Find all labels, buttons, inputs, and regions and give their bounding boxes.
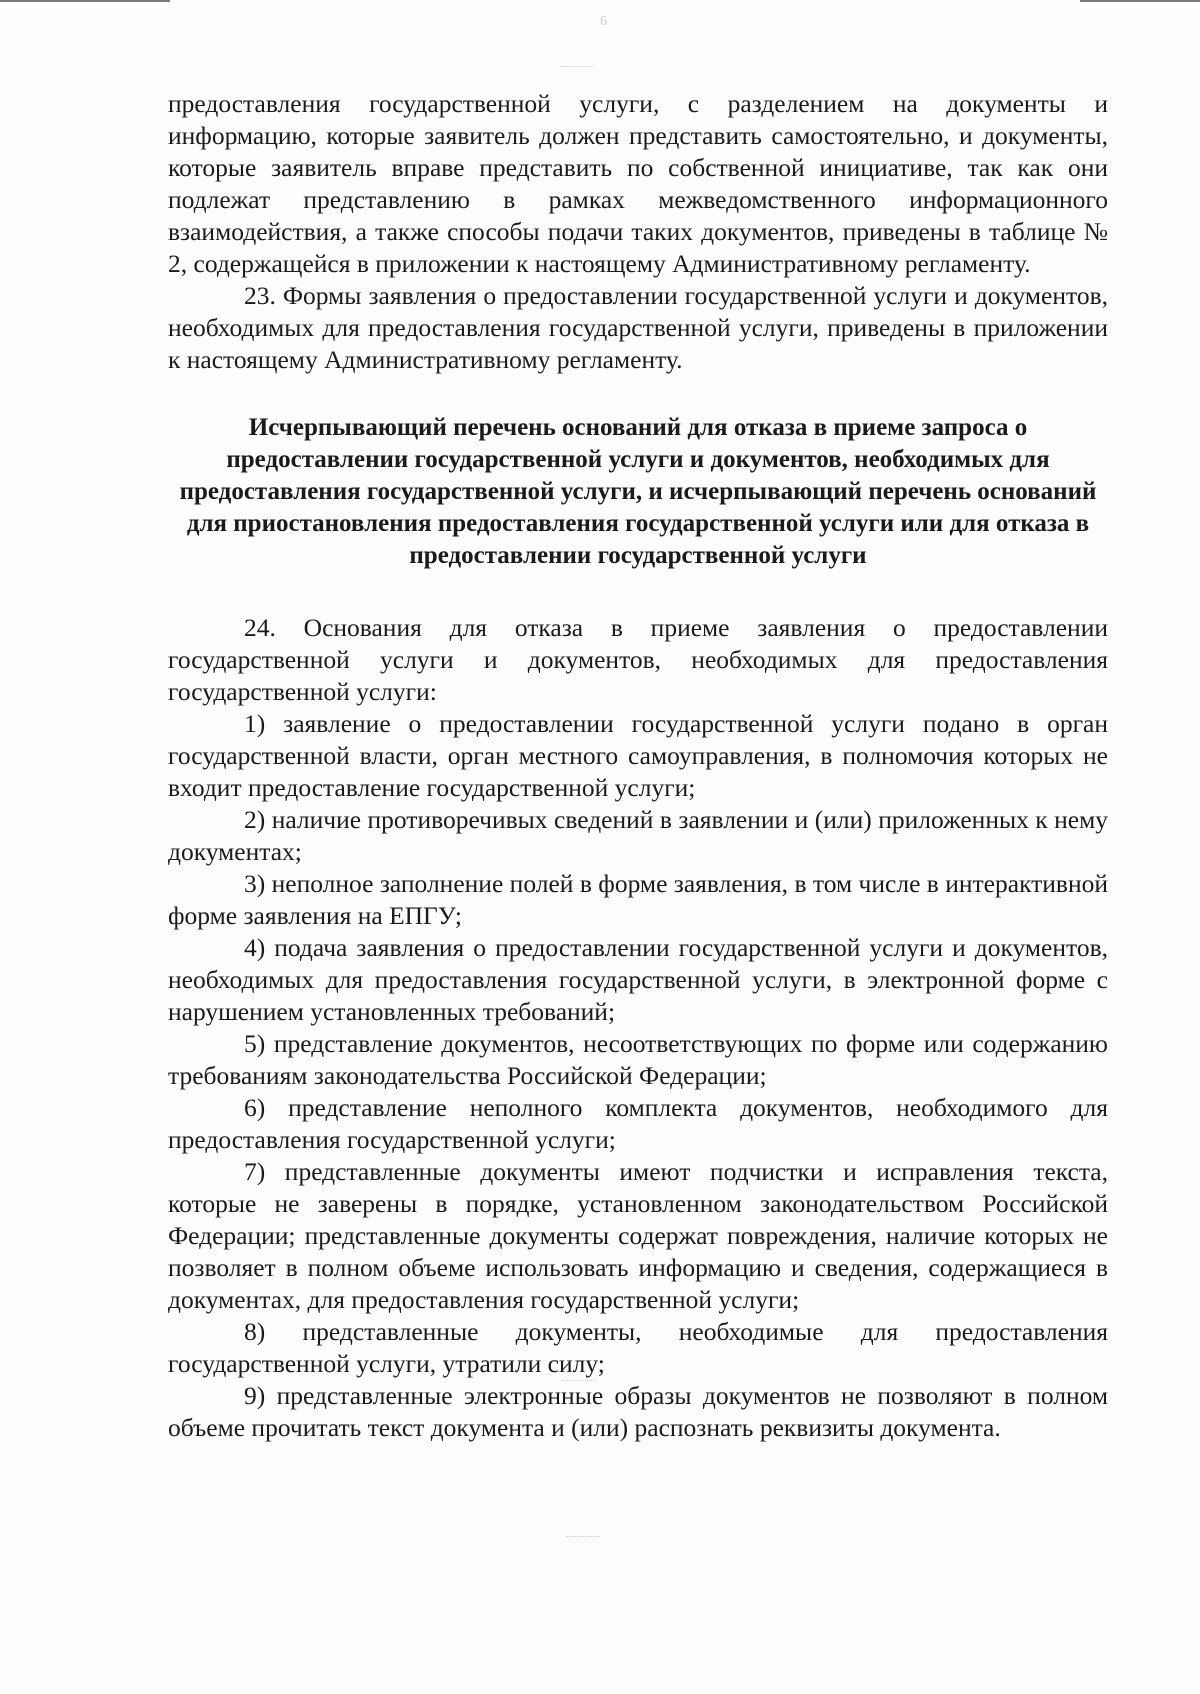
list-item: 9) представленные электронные образы документов не позволяют в полном объеме прочитать текст документа и (или) распознать реквизиты документа.: [168, 1381, 1108, 1442]
list-item: 6) представление неполного комплекта документов, необходимого для предоставления государственной услуги;: [168, 1093, 1108, 1154]
scan-speck: [566, 1536, 600, 1543]
scan-edge-right: [1080, 0, 1200, 2]
list-item: 4) подача заявления о предоставлении государственной услуги и документов, необходимых для предоставления государственной услуги, в электронной форме с нарушением установленных требований;: [168, 933, 1108, 1026]
paragraph-23: 23. Формы заявления о предоставлении государственной услуги и документов, необходимых для предоставления государственной услуги, приведены в приложении к настоящему Административному регламенту.: [168, 281, 1108, 374]
page-number: 6: [600, 14, 609, 29]
list-item: 8) представленные документы, необходимые для предоставления государственной услуги, утратили силу;: [168, 1317, 1108, 1378]
list-item: 3) неполное заполнение полей в форме заявления, в том числе в интерактивной форме заявления на ЕПГУ;: [168, 869, 1108, 930]
paragraph-24: 24. Основания для отказа в приеме заявления о предоставлении государственной услуги и документов, необходимых для предоставления государственной услуги:: [168, 613, 1108, 706]
list-item: 7) представленные документы имеют подчистки и исправления текста, которые не заверены в порядке, установленном законодательством Российской Федерации; представленные документы содержат повреждения, наличие которых не позволяет в полном объеме использовать информацию и сведения, содержащиеся в документах, для предоставления государственной услуги;: [168, 1157, 1108, 1314]
document-body: [168, 88, 1108, 1444]
list-item: 5) представление документов, несоответствующих по форме или содержанию требованиям законодательства Российской Федерации;: [168, 1029, 1108, 1090]
list-item: 1) заявление о предоставлении государственной услуги подано в орган государственной власти, орган местного самоуправления, в полномочия которых не входит предоставление государственной услуги;: [168, 709, 1108, 802]
scan-edge-left: [0, 0, 170, 2]
section-heading: Исчерпывающий перечень оснований для отказа в приеме запроса о предоставлении государственной услуги и документов, необходимых для предоставления государственной услуги, и исчерпывающий перечень оснований для приостановления предоставления государственной услуги или для отказа в предоставлении государственной услуги: [179, 414, 1097, 569]
list-item: 2) наличие противоречивых сведений в заявлении и (или) приложенных к нему документах;: [168, 805, 1108, 866]
scan-speck: [560, 66, 594, 73]
paragraph-continuation: предоставления государственной услуги, с разделением на документы и информацию, которые заявитель должен представить самостоятельно, и документы, которые заявитель вправе представить по собственной инициативе, так как они подлежат представлению в рамках межведомственного информационного взаимодействия, а также способы подачи таких документов, приведены в таблице № 2, содержащейся в приложении к настоящему Административному регламенту.: [168, 89, 1108, 278]
